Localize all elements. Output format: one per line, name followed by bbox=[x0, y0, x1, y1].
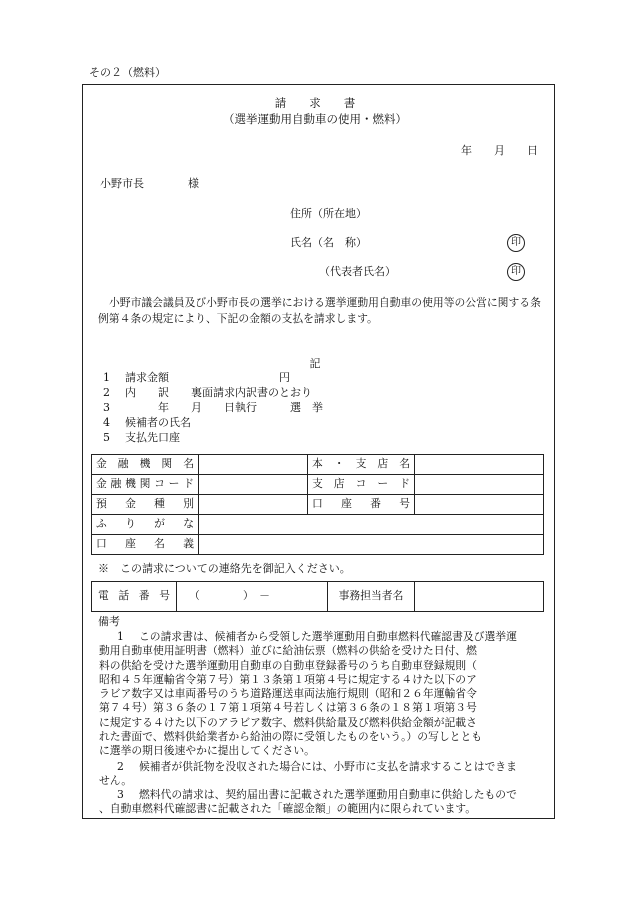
seal-stamp-name: 印 bbox=[507, 234, 525, 252]
bank-name-field[interactable] bbox=[199, 455, 308, 475]
account-number-label: 口座番号 bbox=[308, 495, 415, 515]
form-tag: その２（燃料） bbox=[89, 66, 166, 79]
account-holder-field[interactable] bbox=[199, 535, 544, 555]
seal-stamp-representative: 印 bbox=[507, 263, 525, 281]
bank-code-field[interactable] bbox=[199, 475, 308, 495]
request-body: 小野市議会議員及び小野市長の選挙における選挙運動用自動車の使用等の公営に関する条例第４条の規定により、下記の金額の支払を請求します。 bbox=[98, 296, 541, 325]
phone-label: 電話番号 bbox=[92, 582, 177, 612]
address-label: 住所（所在地） bbox=[290, 207, 367, 220]
list-item: 1 請求金額 円 bbox=[103, 371, 290, 384]
addressee: 小野市長 様 bbox=[100, 177, 199, 190]
list-item: 2 内 訳 裏面請求内訳書のとおり bbox=[103, 386, 312, 399]
branch-name-field[interactable] bbox=[415, 455, 544, 475]
table-row bbox=[92, 535, 544, 555]
deposit-type-label: 預金種別 bbox=[92, 495, 199, 515]
bank-account-table bbox=[91, 454, 544, 555]
representative-label: （代表者氏名） bbox=[319, 265, 396, 278]
table-row bbox=[92, 475, 544, 495]
staff-label: 事務担当者名 bbox=[328, 582, 415, 612]
name-label: 氏名（名 称） bbox=[290, 236, 367, 249]
phone-field[interactable]: （ ） － bbox=[177, 582, 328, 612]
staff-field[interactable] bbox=[415, 582, 544, 612]
table-row bbox=[92, 582, 544, 612]
bank-code-label: 金融機関コード bbox=[92, 475, 199, 495]
remark-1: 1 この請求書は、候補者から受領した選挙運動用自動車燃料代確認書及び選挙運 動用自動車使用証明書（燃料）並びに給油伝票（燃料の供給を受けた日付、燃 料の供給を受けた選挙運動用自動車の自動車登録番号のうち自動車登録規則（ 昭和４５年運輸省令第７号）第１３条第１項第４号に規定する４けた以下のア ラビア数字又は車両番号のうち道路運送車両法施行規則（昭和２６年運輸省令 第７４号）第３６条の１７第１項第４号若しくは第３６条の１８第１項第３号 に規定する４けた以下のアラビア数字、燃料供給量及び燃料供給金額が記載さ れた書面で、燃料供給業者から給油の際に受領したものをいう。）の写しととも に選挙の期日後速やかに提出してください。 bbox=[99, 630, 517, 758]
list-item: 5 支払先口座 bbox=[103, 431, 180, 444]
furigana-label: ふりがな bbox=[92, 515, 199, 535]
branch-code-label: 支店コード bbox=[308, 475, 415, 495]
ki-heading: 記 bbox=[309, 357, 321, 370]
branch-code-field[interactable] bbox=[415, 475, 544, 495]
table-row bbox=[92, 515, 544, 535]
account-holder-label: 口座名義 bbox=[92, 535, 199, 555]
table-row bbox=[92, 495, 544, 515]
date-line: 年 月 日 bbox=[461, 144, 538, 157]
contact-note: ※ この請求についての連絡先を御記入ください。 bbox=[98, 562, 351, 575]
remarks-heading: 備考 bbox=[98, 615, 120, 628]
bank-name-label: 金融機関名 bbox=[92, 455, 199, 475]
document-title: 請 求 書 bbox=[274, 96, 356, 110]
document-subtitle: （選挙運動用自動車の使用・燃料） bbox=[223, 112, 407, 126]
list-item: 3 年 月 日執行 選 挙 bbox=[103, 401, 323, 414]
deposit-type-field[interactable] bbox=[199, 495, 308, 515]
branch-name-label: 本・支店名 bbox=[308, 455, 415, 475]
contact-table bbox=[91, 581, 544, 612]
remark-2: 2 候補者が供託物を没収された場合には、小野市に支払を請求することはできま せん。 bbox=[99, 760, 517, 788]
remark-3: 3 燃料代の請求は、契約届出書に記載された選挙運動用自動車に供給したもので 、自動車燃料代確認書に記載された「確認金額」の範囲内に限られています。 bbox=[99, 788, 517, 816]
account-number-field[interactable] bbox=[415, 495, 544, 515]
table-row bbox=[92, 455, 544, 475]
furigana-field[interactable] bbox=[199, 515, 544, 535]
list-item: 4 候補者の氏名 bbox=[103, 416, 191, 429]
